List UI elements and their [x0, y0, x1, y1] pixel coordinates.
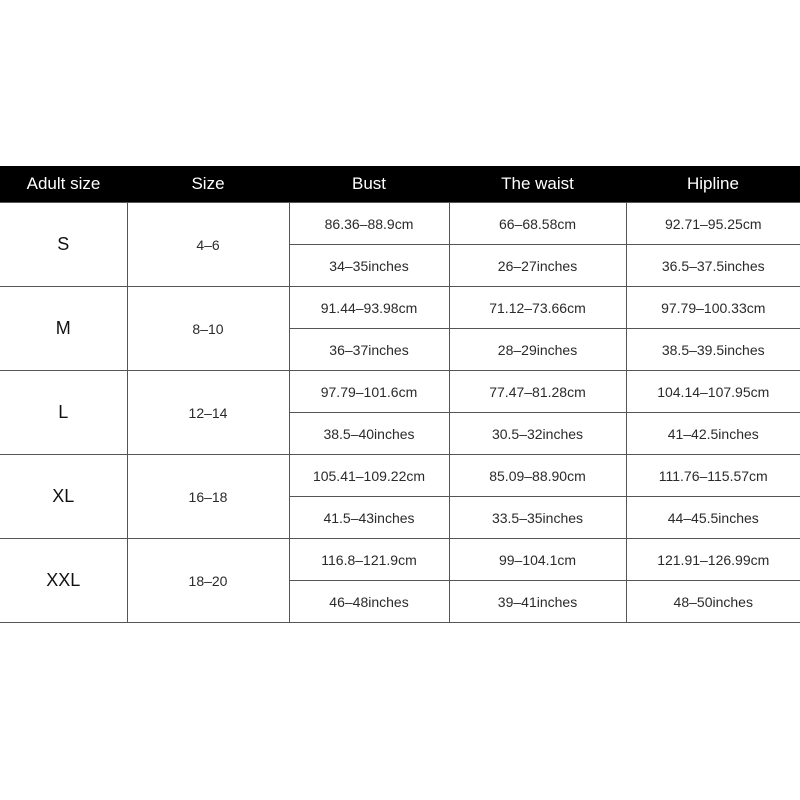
hip-in-cell: 48–50inches — [626, 581, 800, 623]
header-waist: The waist — [449, 166, 626, 203]
bust-in-cell: 36–37inches — [289, 329, 449, 371]
table-header — [0, 166, 800, 203]
size-cell: 4–6 — [127, 203, 289, 287]
table-body — [0, 203, 800, 623]
adult-size-cell: S — [0, 203, 127, 287]
header-hipline: Hipline — [626, 166, 800, 203]
waist-cm-cell: 71.12–73.66cm — [449, 287, 626, 329]
waist-in-cell: 26–27inches — [449, 245, 626, 287]
waist-in-cell: 30.5–32inches — [449, 413, 626, 455]
hip-cm-cell: 104.14–107.95cm — [626, 371, 800, 413]
header-bust: Bust — [289, 166, 449, 203]
bust-cm-cell: 116.8–121.9cm — [289, 539, 449, 581]
bust-in-cell: 46–48inches — [289, 581, 449, 623]
header-row — [0, 166, 800, 203]
table-row-s-cm — [0, 203, 800, 245]
waist-cm-cell: 85.09–88.90cm — [449, 455, 626, 497]
bust-in-cell: 41.5–43inches — [289, 497, 449, 539]
size-cell: 18–20 — [127, 539, 289, 623]
size-chart-table — [0, 166, 800, 623]
hip-cm-cell: 92.71–95.25cm — [626, 203, 800, 245]
bust-cm-cell: 97.79–101.6cm — [289, 371, 449, 413]
size-cell: 12–14 — [127, 371, 289, 455]
adult-size-cell: XXL — [0, 539, 127, 623]
waist-in-cell: 39–41inches — [449, 581, 626, 623]
hip-in-cell: 38.5–39.5inches — [626, 329, 800, 371]
table-row-xxl-cm — [0, 539, 800, 581]
table-row-m-cm — [0, 287, 800, 329]
bust-cm-cell: 105.41–109.22cm — [289, 455, 449, 497]
hip-in-cell: 36.5–37.5inches — [626, 245, 800, 287]
hip-cm-cell: 111.76–115.57cm — [626, 455, 800, 497]
hip-cm-cell: 97.79–100.33cm — [626, 287, 800, 329]
hip-cm-cell: 121.91–126.99cm — [626, 539, 800, 581]
size-cell: 8–10 — [127, 287, 289, 371]
waist-in-cell: 28–29inches — [449, 329, 626, 371]
bust-cm-cell: 91.44–93.98cm — [289, 287, 449, 329]
size-cell: 16–18 — [127, 455, 289, 539]
waist-in-cell: 33.5–35inches — [449, 497, 626, 539]
table-row-xl-cm — [0, 455, 800, 497]
header-size: Size — [127, 166, 289, 203]
hip-in-cell: 44–45.5inches — [626, 497, 800, 539]
adult-size-cell: XL — [0, 455, 127, 539]
adult-size-cell: M — [0, 287, 127, 371]
hip-in-cell: 41–42.5inches — [626, 413, 800, 455]
bust-in-cell: 34–35inches — [289, 245, 449, 287]
waist-cm-cell: 99–104.1cm — [449, 539, 626, 581]
waist-cm-cell: 77.47–81.28cm — [449, 371, 626, 413]
waist-cm-cell: 66–68.58cm — [449, 203, 626, 245]
bust-cm-cell: 86.36–88.9cm — [289, 203, 449, 245]
table-row-l-cm — [0, 371, 800, 413]
header-adult-size: Adult size — [0, 166, 127, 203]
bust-in-cell: 38.5–40inches — [289, 413, 449, 455]
adult-size-cell: L — [0, 371, 127, 455]
